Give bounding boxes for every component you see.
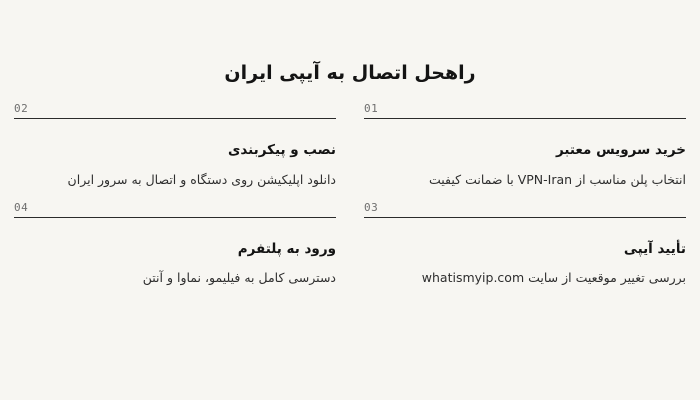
step-body: دسترسی کامل به فیلیمو، نماوا و آنتن (142, 270, 336, 286)
step-item-04 (14, 200, 336, 288)
step-number: 03 (364, 200, 379, 214)
steps-grid (14, 102, 686, 288)
step-number: 02 (14, 102, 29, 115)
step-heading: خرید سرویس معتبر (555, 142, 686, 158)
step-heading: ورود به پلتفرم (237, 240, 336, 257)
step-number: 04 (14, 200, 29, 214)
step-item-01 (364, 102, 686, 189)
step-divider (14, 217, 336, 218)
step-heading: تأیید آیپی (623, 240, 686, 257)
step-divider (14, 118, 336, 119)
step-item-02 (14, 102, 336, 189)
step-divider (364, 118, 686, 119)
step-body: انتخاب پلن مناسب از VPN-Iran با ضمانت کیفیت (429, 171, 686, 187)
step-number: 01 (364, 102, 379, 115)
step-item-03 (364, 200, 686, 288)
page-title: راهحل اتصال به آیپی ایران (224, 62, 476, 84)
step-body: بررسی تغییر موقعیت از سایت whatismyip.com (421, 270, 686, 286)
step-divider (364, 217, 686, 218)
step-body: دانلود اپلیکیشن روی دستگاه و اتصال به سرور ایران (67, 171, 336, 187)
step-heading: نصب و پیکربندی (227, 142, 336, 158)
